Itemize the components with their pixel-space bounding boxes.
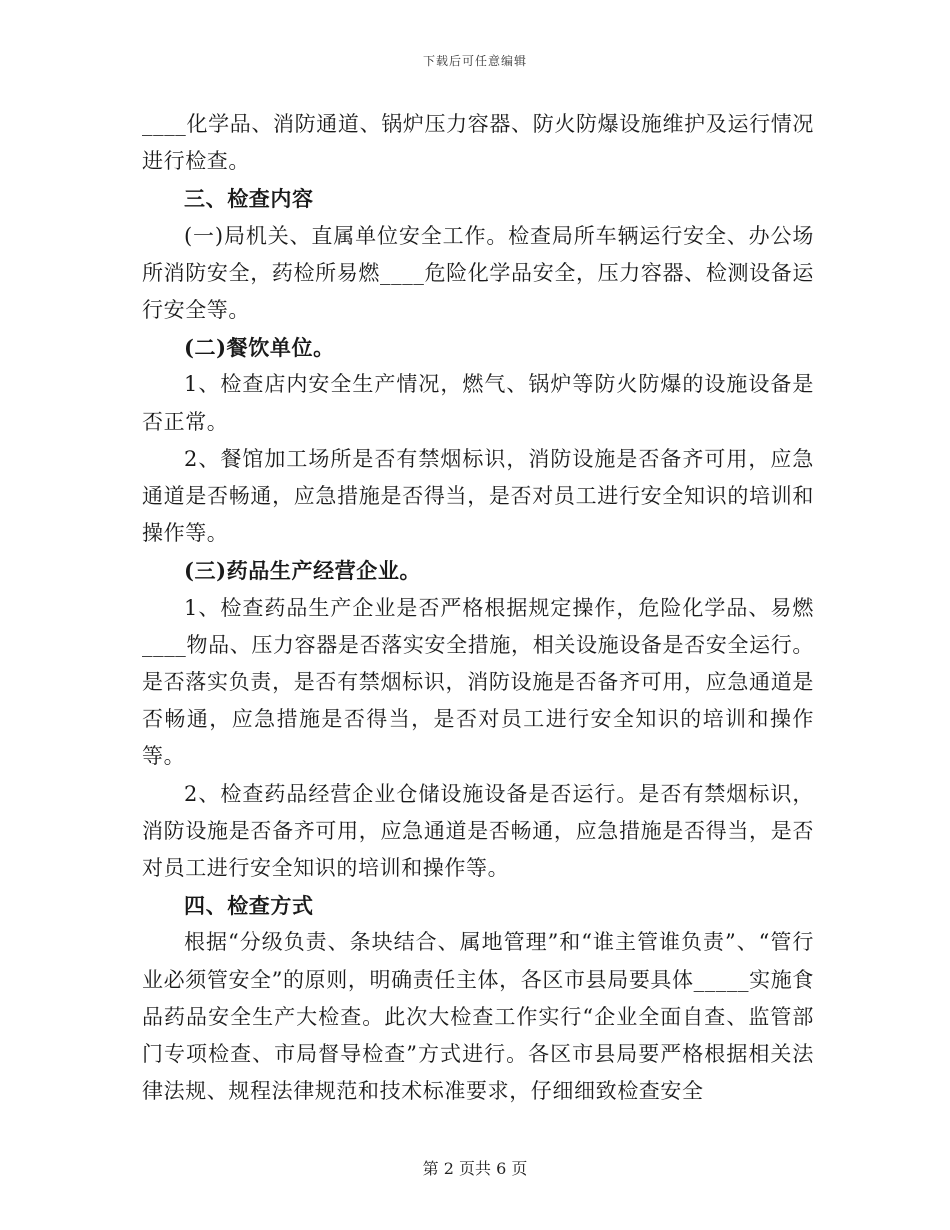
page-header: 下载后可任意编辑 (422, 54, 527, 68)
section-heading-inspection-method: 四、检查方式 (184, 893, 314, 919)
document-body (142, 106, 814, 1110)
paragraph-pharma-item-2: 2、检查药品经营企业仓储设施设备是否运行。是否有禁烟标识，消防设施是否备齐可用，应急通道是否畅通，应急措施是否得当，是否对员工进行安全知识的培训和操作等。 (142, 781, 814, 881)
paragraph-continuation: ____化学品、消防通道、锅炉压力容器、防火防爆设施维护及运行情况进行检查。 (142, 112, 814, 174)
paragraph-catering-item-2: 2、餐馆加工场所是否有禁烟标识，消防设施是否备齐可用，应急通道是否畅通，应急措施是否得当，是否对员工进行安全知识的培训和操作等。 (142, 446, 814, 546)
paragraph-catering-item-1: 1、检查店内安全生产情况，燃气、锅炉等防火防爆的设施设备是否正常。 (142, 372, 814, 434)
subheading-pharma-enterprises: (三)药品生产经营企业。 (184, 558, 422, 584)
paragraph-pharma-item-1: 1、检查药品生产企业是否严格根据规定操作，危险化学品、易燃____物品、压力容器是否落实安全措施，相关设施设备是否安全运行。是否落实负责，是否有禁烟标识，消防设施是否备齐可用，应急通道是否畅通，应急措施是否得当，是否对员工进行安全知识的培训和操作等。 (142, 595, 814, 769)
subheading-catering-units: (二)餐饮单位。 (184, 335, 335, 361)
page-footer: 第 2 页共 6 页 (422, 1159, 528, 1178)
paragraph-bureau-units: (一)局机关、直属单位安全工作。检查局所车辆运行安全、办公场所消防安全，药检所易燃____危险化学品安全，压力容器、检测设备运行安全等。 (142, 223, 814, 323)
section-heading-inspection-content: 三、检查内容 (184, 186, 314, 212)
paragraph-inspection-method: 根据“分级负责、条块结合、属地管理”和“谁主管谁负责”、“管行业必须管安全”的原则，明确责任主体，各区市县局要具体_____实施食品药品安全生产大检查。此次大检查工作实行“企业全面自查、监管部门专项检查、市局督导检查”方式进行。各区市县局要严格根据相关法律法规、规程法律规范和技术标准要求，仔细细致检查安全 (142, 930, 814, 1104)
